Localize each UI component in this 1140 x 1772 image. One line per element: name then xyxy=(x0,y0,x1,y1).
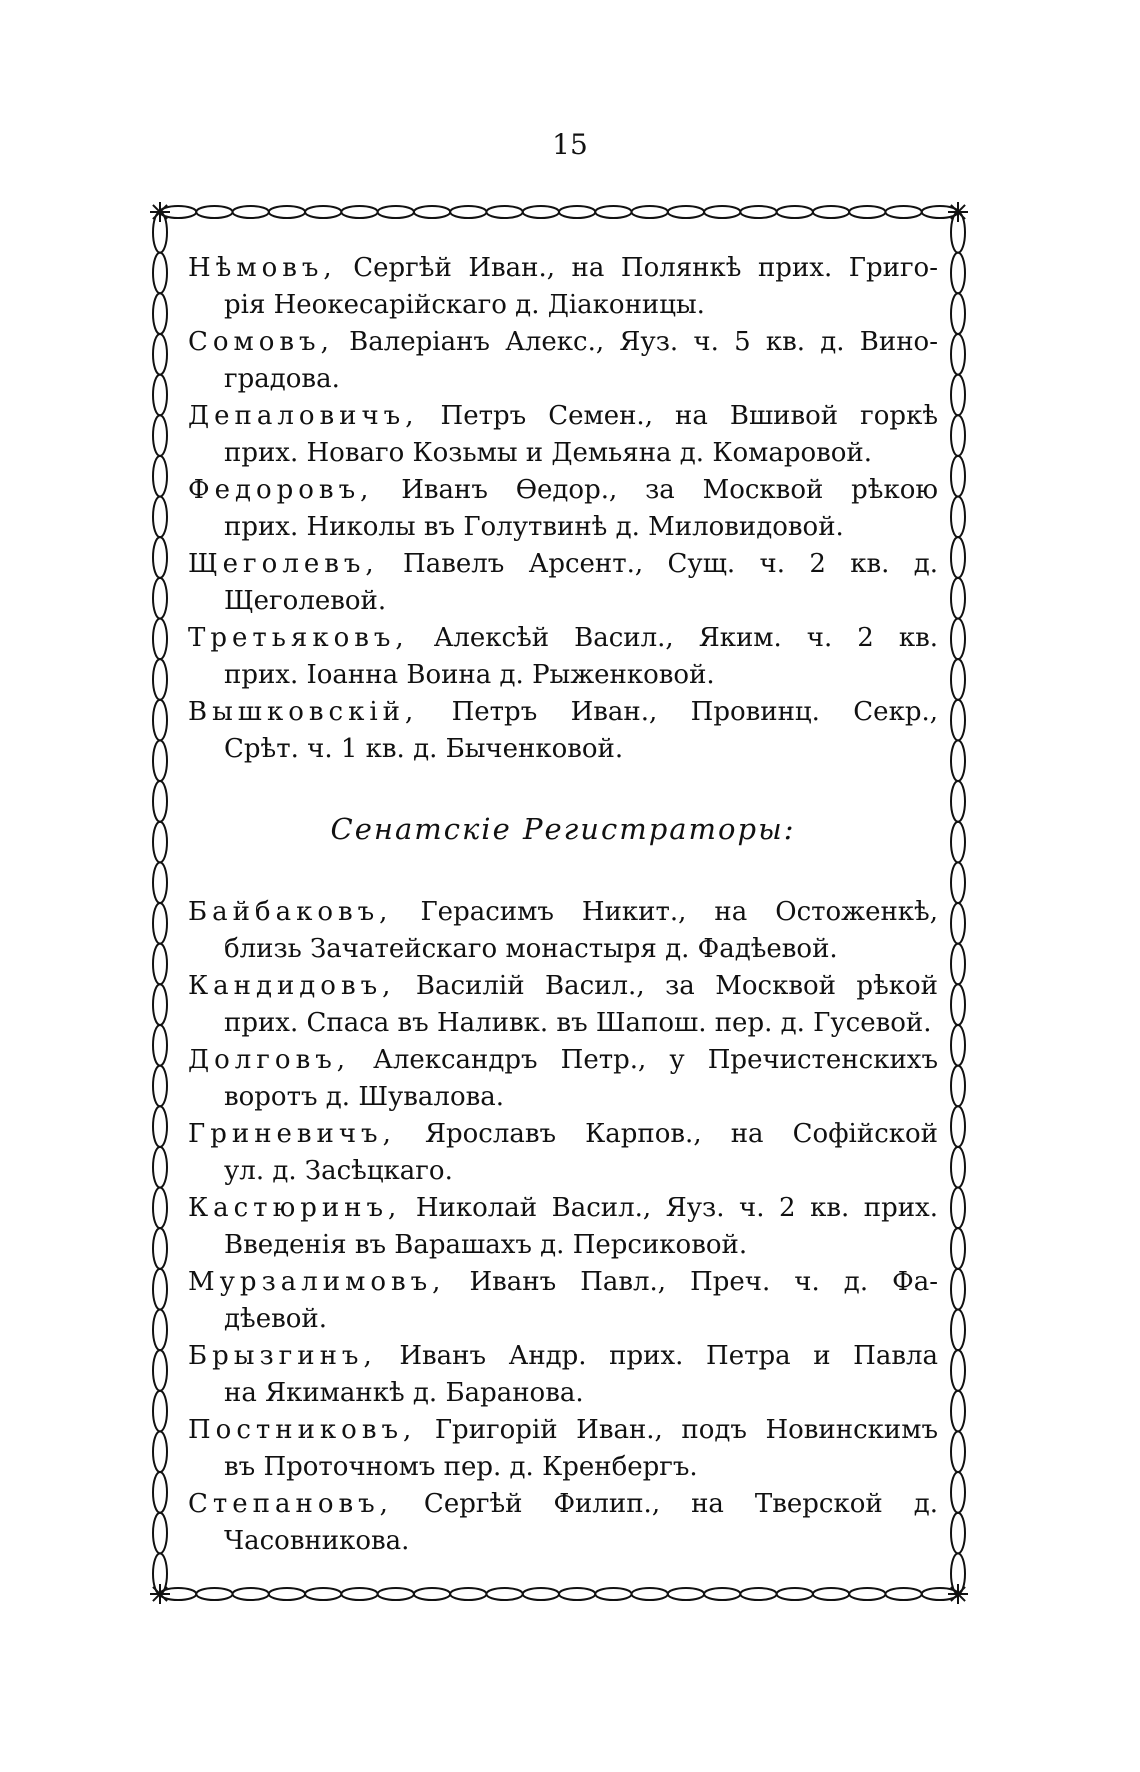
entry-surname: Долговъ, xyxy=(188,1045,351,1075)
border-link xyxy=(951,375,965,416)
entry-continuation: рія Неокесарійскаго д. Діаконицы. xyxy=(224,290,705,320)
entry-details: Алексѣй Васил., Яким. ч. 2 кв. xyxy=(408,623,938,653)
border-link xyxy=(153,1147,167,1188)
entry-continuation: Щеголевой. xyxy=(224,586,387,616)
entry-surname: Байбаковъ, xyxy=(188,897,393,927)
border-link xyxy=(378,206,414,218)
border-link xyxy=(153,253,167,294)
entry-details: Иванъ Андр. прих. Петра и Павла xyxy=(376,1341,938,1371)
entry-first-line xyxy=(188,1412,938,1449)
border-link xyxy=(153,1431,167,1472)
border-link xyxy=(951,578,965,619)
entry-surname: Сомовъ, xyxy=(188,327,334,357)
border-link xyxy=(559,206,595,218)
border-link xyxy=(951,862,965,903)
border-link xyxy=(153,578,167,619)
border-link xyxy=(668,1588,704,1600)
border-link xyxy=(951,334,965,375)
entry-details: Сергѣй Филип., на Тверской д. xyxy=(392,1489,938,1519)
entry-details: Иванъ Ѳедор., за Москвой рѣкою xyxy=(373,475,938,505)
entry-first-line xyxy=(188,1190,938,1227)
border-link xyxy=(951,618,965,659)
border-link xyxy=(951,415,965,456)
border-link xyxy=(951,253,965,294)
border-link xyxy=(269,206,305,218)
border-link xyxy=(951,740,965,781)
border-link xyxy=(341,1588,377,1600)
border-link xyxy=(153,293,167,334)
border-link xyxy=(153,334,167,375)
entry-continuation: градова. xyxy=(224,364,340,394)
entry-details: Григорій Иван., подъ Новинскимъ xyxy=(416,1415,938,1445)
entry-continuation: прих. Іоанна Воина д. Рыженковой. xyxy=(224,660,715,690)
border-link xyxy=(951,1513,965,1554)
entry-first-line xyxy=(188,620,938,657)
border-link xyxy=(153,659,167,700)
section-title: Сенатскіе Регистраторы: xyxy=(330,812,796,846)
border-link xyxy=(153,1188,167,1229)
border-link xyxy=(196,206,232,218)
entry-continuation: ул. д. Засѣцкаго. xyxy=(224,1156,453,1186)
entry-list-top xyxy=(188,250,938,768)
border-link xyxy=(153,944,167,985)
entry-first-line xyxy=(188,250,938,287)
list-item xyxy=(188,1338,938,1412)
border-link xyxy=(153,415,167,456)
border-link xyxy=(153,537,167,578)
list-item xyxy=(188,546,938,620)
entry-first-line xyxy=(188,968,938,1005)
border-link xyxy=(153,984,167,1025)
border-link xyxy=(153,1513,167,1554)
entry-details: Герасимъ Никит., на Остоженкѣ, xyxy=(392,897,938,927)
entry-first-line xyxy=(188,546,938,583)
entry-continuation: Срѣт. ч. 1 кв. д. Быченковой. xyxy=(224,734,624,764)
list-item xyxy=(188,324,938,398)
entry-continuation: въ Проточномъ пер. д. Кренбергъ. xyxy=(224,1452,698,1482)
border-link xyxy=(233,206,269,218)
list-item xyxy=(188,472,938,546)
border-link xyxy=(951,1147,965,1188)
border-link xyxy=(951,537,965,578)
border-link xyxy=(704,206,740,218)
list-item xyxy=(188,1042,938,1116)
border-link xyxy=(305,1588,341,1600)
border-link xyxy=(153,1391,167,1432)
border-link xyxy=(414,206,450,218)
entry-continuation: Введенія въ Варашахъ д. Персиковой. xyxy=(224,1230,748,1260)
entry-surname: Нѣмовъ, xyxy=(188,253,337,283)
list-item xyxy=(188,1412,938,1486)
entry-surname: Вышковскій, xyxy=(188,697,419,727)
list-item xyxy=(188,968,938,1042)
entry-list-bottom xyxy=(188,894,938,1560)
entry-continuation: на Якиманкѣ д. Баранова. xyxy=(224,1378,584,1408)
border-link xyxy=(153,497,167,538)
entry-continuation: прих. Новаго Козьмы и Демьяна д. Комаровой. xyxy=(224,438,873,468)
border-link xyxy=(951,903,965,944)
entry-surname: Федоровъ, xyxy=(188,475,374,505)
border-link xyxy=(153,1025,167,1066)
border-link xyxy=(341,206,377,218)
border-link xyxy=(233,1588,269,1600)
border-link xyxy=(196,1588,232,1600)
border-link xyxy=(951,822,965,863)
border-link xyxy=(153,1350,167,1391)
border-link xyxy=(951,1106,965,1147)
entry-details: Николай Васил., Яуз. ч. 2 кв. прих. xyxy=(401,1193,938,1223)
entry-first-line xyxy=(188,694,938,731)
border-link xyxy=(153,1472,167,1513)
list-item xyxy=(188,694,938,768)
border-link xyxy=(813,1588,849,1600)
entry-first-line xyxy=(188,1338,938,1375)
border-link xyxy=(153,781,167,822)
border-link xyxy=(153,1066,167,1107)
border-link xyxy=(153,862,167,903)
border-link xyxy=(885,206,921,218)
border-link xyxy=(951,293,965,334)
entry-surname: Депаловичъ, xyxy=(188,401,419,431)
entry-surname: Щеголевъ, xyxy=(188,549,379,579)
border-link xyxy=(153,903,167,944)
border-link xyxy=(632,206,668,218)
border-link xyxy=(951,1431,965,1472)
border-link xyxy=(269,1588,305,1600)
border-link xyxy=(450,206,486,218)
entry-surname: Кандидовъ, xyxy=(188,971,396,1001)
border-link xyxy=(951,1269,965,1310)
entry-details: Петръ Семен., на Вшивой горкѣ xyxy=(418,401,938,431)
border-link xyxy=(153,700,167,741)
border-link xyxy=(559,1588,595,1600)
border-link xyxy=(486,1588,522,1600)
entry-continuation: прих. Николы въ Голутвинѣ д. Миловидовой. xyxy=(224,512,844,542)
border-link xyxy=(414,1588,450,1600)
entry-first-line xyxy=(188,324,938,361)
border-link xyxy=(595,206,631,218)
border-link xyxy=(951,1228,965,1269)
border-link xyxy=(153,456,167,497)
border-link xyxy=(153,1106,167,1147)
page-content xyxy=(188,250,938,1560)
entry-details: Ярославъ Карпов., на Софійской xyxy=(395,1119,938,1149)
list-item xyxy=(188,398,938,472)
entry-first-line xyxy=(188,1042,938,1079)
border-link xyxy=(486,206,522,218)
entry-continuation: прих. Спаса въ Наливк. въ Шапош. пер. д. Гусевой. xyxy=(224,1008,932,1038)
entry-surname: Брызгинъ, xyxy=(188,1341,377,1371)
entry-surname: Гриневичъ, xyxy=(188,1119,396,1149)
border-link xyxy=(951,1472,965,1513)
entry-details: Петръ Иван., Провинц. Секр., xyxy=(418,697,938,727)
page-number: 15 xyxy=(552,128,588,161)
border-link xyxy=(450,1588,486,1600)
border-link xyxy=(305,206,341,218)
border-link xyxy=(740,1588,776,1600)
border-link xyxy=(740,206,776,218)
border-link xyxy=(951,456,965,497)
entry-details: Василій Васил., за Москвой рѣкой xyxy=(395,971,938,1001)
list-item xyxy=(188,1116,938,1190)
border-link xyxy=(153,618,167,659)
entry-details: Иванъ Павл., Преч. ч. д. Фа- xyxy=(445,1267,938,1297)
border-link xyxy=(704,1588,740,1600)
border-link xyxy=(849,206,885,218)
border-link xyxy=(951,781,965,822)
border-link xyxy=(951,944,965,985)
list-item xyxy=(188,1264,938,1338)
list-item xyxy=(188,1190,938,1264)
entry-surname: Третьяковъ, xyxy=(188,623,409,653)
entry-first-line xyxy=(188,1116,938,1153)
border-link xyxy=(951,700,965,741)
border-link xyxy=(951,1025,965,1066)
border-link xyxy=(951,659,965,700)
border-link xyxy=(951,1391,965,1432)
entry-details: Сергѣй Иван., на Полянкѣ прих. Григо- xyxy=(336,253,938,283)
border-link xyxy=(595,1588,631,1600)
list-item xyxy=(188,1486,938,1560)
entry-details: Валеріанъ Алекс., Яуз. ч. 5 кв. д. Вино- xyxy=(333,327,938,357)
border-link xyxy=(951,1309,965,1350)
border-link xyxy=(951,1350,965,1391)
entry-first-line xyxy=(188,398,938,435)
entry-first-line xyxy=(188,1486,938,1523)
entry-first-line xyxy=(188,1264,938,1301)
entry-surname: Степановъ, xyxy=(188,1489,393,1519)
list-item xyxy=(188,894,938,968)
border-link xyxy=(523,1588,559,1600)
border-link xyxy=(849,1588,885,1600)
entry-first-line xyxy=(188,472,938,509)
border-link xyxy=(153,822,167,863)
border-link xyxy=(777,206,813,218)
border-link xyxy=(153,375,167,416)
entry-surname: Мурзалимовъ, xyxy=(188,1267,446,1297)
border-link xyxy=(777,1588,813,1600)
list-item xyxy=(188,250,938,324)
border-link xyxy=(951,1188,965,1229)
border-link xyxy=(523,206,559,218)
border-link xyxy=(951,1066,965,1107)
entry-details: Александръ Петр., у Пречистенскихъ xyxy=(350,1045,938,1075)
list-item xyxy=(188,620,938,694)
entry-continuation: Часовникова. xyxy=(224,1526,410,1556)
border-link xyxy=(668,206,704,218)
entry-details: Павелъ Арсент., Сущ. ч. 2 кв. д. xyxy=(378,549,938,579)
border-link xyxy=(885,1588,921,1600)
border-link xyxy=(153,1269,167,1310)
border-link xyxy=(632,1588,668,1600)
entry-surname: Кастюринъ, xyxy=(188,1193,402,1223)
border-link xyxy=(378,1588,414,1600)
border-link xyxy=(153,1228,167,1269)
entry-continuation: воротъ д. Шувалова. xyxy=(224,1082,504,1112)
border-link xyxy=(813,206,849,218)
border-link xyxy=(153,740,167,781)
entry-continuation: дѣевой. xyxy=(224,1304,327,1334)
entry-surname: Постниковъ, xyxy=(188,1415,417,1445)
border-link xyxy=(153,1309,167,1350)
border-link xyxy=(951,984,965,1025)
entry-first-line xyxy=(188,894,938,931)
border-link xyxy=(951,497,965,538)
entry-continuation: близь Зачатейскаго монастыря д. Фадѣевой. xyxy=(224,934,838,964)
